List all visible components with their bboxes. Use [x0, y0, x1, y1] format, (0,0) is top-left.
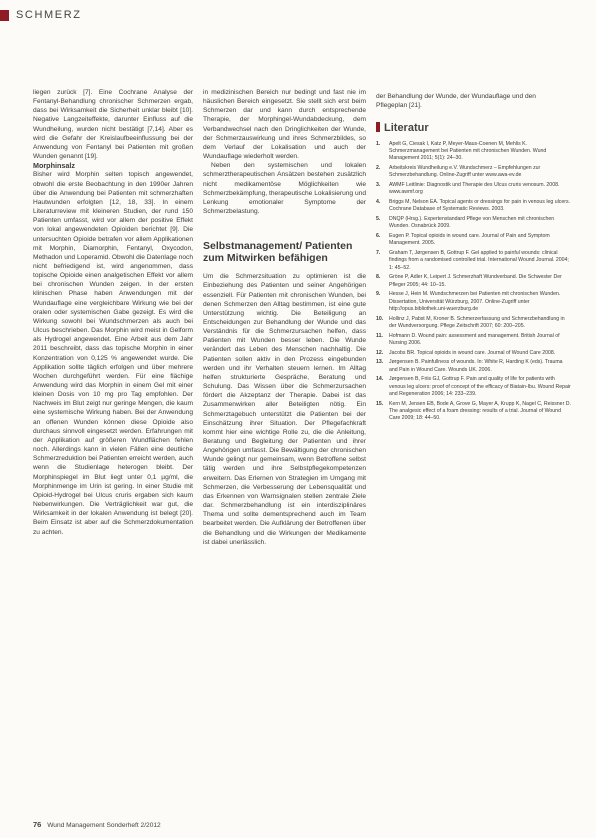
paragraph: Neben den systemischen und lokalen schmerztherapeutischen Ansätzen bestehen zusätzlich nicht medikamentöse Möglichkeiten wie Schmerzbekämpfung, therapeutische Lokalisierung und Lenkung emotionaler Symptome der Schmerzbelastung. [203, 162, 366, 216]
reference-item: 12. Jacobs BR. Topical opioids in wound care. Journal of Wound Care 2008. [376, 349, 556, 356]
reference-item: 1. Apelt G, Ciesak I, Katz P, Meyer-Maus-Coenen M, Mehlis K. Schmerzmanagement bei Patienten mit chronischen Wunden. Wund Management 2011; 5(1): 24–30. [376, 141, 547, 162]
reference-item: 10. Hollinz J, Pabst M, Kroner B. Schmerzerfassung und Schmerzbehandlung in der Wundversorgung. Pflege Zeitschrift 2007; 60: 200–205. [376, 315, 565, 329]
reference-item: 6. Eugen P. Topical opioids in wound care. Journal of Pain and Symptom Management. 2005. [376, 233, 550, 247]
header-accent-mark [0, 10, 9, 21]
section-title: SCHMERZ [16, 9, 82, 21]
text-column-2 [203, 88, 366, 547]
references-heading: Literatur [376, 122, 429, 134]
page-number: 76 [33, 820, 42, 829]
reference-item: 11. Hofmann D. Wound pain: assessment and management. British Journal of Nursing 2006. [376, 332, 560, 346]
column-3-intro: der Behandlung der Wunde, der Wundauflage und den Pflegeplan [21]. [376, 93, 536, 109]
paragraph: Um die Schmerzsituation zu optimieren ist die Einbeziehung des Patienten und seiner Angehörigen essenziell. Für Patienten mit chronischen Wunden, bei denen Schmerzen den Alltag bestimmen, ist eine gute Unterstützung wichtig. Die Beteiligung an Entscheidungen zur Behandlung der Wunde und das Verständnis für die Schmerzursachen helfen, dass Patienten mit Wunden besser leben. Die Wunde verändert das Leben des Menschen nachhaltig. Die Patienten sollen aktiv in den Prozess eingebunden werden und ihr Verhalten steuern lernen. Im Alltag helfen strukturierte Gespräche, Beratung und Schulung. Das Wissen über die Schmerzursachen fördert die Akzeptanz der Therapie. Dabei ist das Zusammenwirken aller Beteiligten nötig. Ein Schmerztagebuch unterstützt die Patienten bei der Einschätzung ihrer Situation. Der Pflegefachkraft kommt hier eine wichtige Rolle zu, die die Anleitung, Beratung und Begleitung der Patienten und ihrer Angehörigen umfasst. Die Bewältigung der chronischen Wunde gelingt nur gemeinsam, wenn Betroffene selbst tätig werden und ihre Selbstpflegekompetenzen erweitern. Das Erlernen von Strategien im Umgang mit Schmerzen, die Verbesserung der Lebensqualität und das Erkennen von Warnsignalen stellen zentrale Ziele dar. Schmerzbehandlung ist ein interdisziplinäres Thema und sollte dementsprechend auch im Team bearbeitet werden. Die Aufklärung der Betroffenen über die Behandlung und die Wirkungen der Medikamente ist dabei unerlässlich. [203, 273, 366, 546]
reference-item: 9. Hesse J, Hein M. Wundschmerzen bei Patienten mit chronischen Wunden. Dissertation, Universität Würzburg, 2007. Online-Zugriff unter http://opus.bibliothek.uni-wuerzburg.de [376, 291, 561, 312]
paragraph: Bisher wird Morphin selten topisch angewendet, obwohl die erste Beobachtung in den 1990er Jahren über die Anwendung bei Patienten mit schmerzhaften Hautwunden erfolgten [12, 18, 33]. In einem Literaturreview mit kleineren Studien, der rund 150 Patienten umfasst, wird vor allem der positive Effekt von lokal angewendeten Opioiden berichtet [9]. Die untersuchten Opioide betrafen vor allem Applikationen mit Morphin, Diamorphin, Fentanyl, Oxycodon, Methadon und Loperamid. Obwohl die Datenlage noch nicht befriedigend ist, wird angenommen, dass topische Opioide einen analgetischen Effekt vor allem bei chronischen Wunden zeigen. In der ersten klinischen Phase haben Anwendungen mit der Wundauflage eine vergleichbare Wirkung wie bei der oralen oder systemischen Gabe gezeigt. Es wird die Wirkung sowohl bei Wundschmerzen als auch bei Ulcus beschrieben. Das Morphin wird meist in Gelform als Hydrogel angewendet. Eine Arbeit aus dem Jahr 2011 beschreibt, dass das topische Morphin in einer Konzentration von 0,125 % angewendet wurde. Die Applikation sollte täglich erfolgen und über mehrere Wochen durchgeführt werden. Für eine flächige Anwendung wird das Morphin in einem Gel mit einer kleinen Dosis von 10 mg pro Tag empfohlen. Der Nachweis im Blut zeigt nur geringe Mengen, die kaum eine systemische Wirkung haben. Bei der Anwendung an offenen Wunden können diese Opioide also durchaus sinnvoll eingesetzt werden. Erfahrungen mit der Applikation auf größeren Wundflächen fehlen noch. Allerdings kann in vielen Fällen eine deutliche Schmerzreduktion bei Patienten erreicht werden, auch wenn die Studienlage heterogen bleibt. Der Morphinspiegel im Blut liegt unter 0,1 µg/ml, die Morphinmenge im Urin ist gering. In einer Studie mit Opioid-Hydrogel bei Ulcus cruris ergaben sich kaum Nebenwirkungen. Die Verträglichkeit war gut, die Wirksamkeit in der lokalen Anwendung ist belegt [20]. Beim Einsatz ist aber auf die Schmerzdokumentation zu achten. [33, 171, 193, 536]
text-column-1 [33, 88, 193, 537]
reference-list [376, 141, 571, 425]
reference-item: 15. Kern M, Jensen EB, Bode A, Grove G, Mayer A, Krupp K, Nagel C, Reissner D. The analgesic effect of a foam dressing: results of a trial. Journal of Wound Care 2009; 18: 44–50. [376, 400, 571, 422]
paragraph: in medizinischen Bereich nur bedingt und fast nie im häuslichen Bereich eingesetzt. Sie stellt sich erst beim Schmerzen dar und kann durch entsprechende Therapie, der Morphingel-Wundabdeckung, dem Verbandwechsel nach den Dringlichkeiten der Wunde, der Schmerzauswirkung und ihres Schmerzbildes, so dem Verlauf der Lokalisation und auch der Wundauflage wiederholt werden. [203, 89, 366, 161]
section-heading: Selbstmanagement/ Patienten zum Mitwirken befähigen [203, 240, 353, 265]
paragraph: liegen zurück [7]. Eine Cochrane Analyse der Fentanyl-Behandlung chronischer Schmerzen ergab, dass bei Wirksamkeit die Sicherheit unklar bleibt [10]. Negative Langzeiteffekte, darunter Einfluss auf die Wundheilung, wurden nicht bestätigt [7,14]. Aber es wird die Gefahr der Kreislaufbeeinflussung bei der Anwendung von Fentanyl bei Patienten mit großen Wunden genannt [19]. [33, 89, 193, 161]
reference-item: 7. Graham T, Jørgensen B, Gottrup F. Gel applied to painful wounds: clinical findings from a randomised controlled trial. International Wound Journal. 2004; 1: 45–52. [376, 250, 569, 271]
reference-item: 13. Jørgensen B. Painfullness of wounds. In: White R, Harding K (eds). Trauma and Pain in Wound Care. Wounds UK. 2006. [376, 359, 563, 373]
reference-item: 2. Arbeitskreis Wundheilung e.V. Wundschmerz – Empfehlungen zur Schmerzbehandlung. Online-Zugriff unter www.awa-ev.de [376, 165, 541, 179]
reference-item: 14. Jørgensen B, Friis GJ, Gottrup F. Pain and quality of life for patients with venous leg ulcers: proof of concept of the efficacy of Biatain-Ibu. Wound Repair and Regeneration 2006; 14: 233–239. [376, 376, 571, 397]
publication-source: Wund Management Sonderheft 2/2012 [47, 822, 161, 829]
reference-item: 5. DNQP (Hrsg.). Expertenstandard Pflege von Menschen mit chronischen Wunden. Osnabrück 2009. [376, 216, 555, 230]
page-footer [33, 820, 161, 829]
reference-item: 4. Briggs M, Nelson EA. Topical agents or dressings for pain in venous leg ulcers. Cochrane Database of Systematic Reviews. 2003. [376, 199, 570, 213]
subheading-morphinsalz: Morphinsalz [33, 161, 75, 171]
reference-item: 8. Gröne P, Adler K, Leipert J. Schmerzhaft Wundverband. Die Schwester Der Pfleger 2005; 44: 10–15. [376, 274, 562, 288]
reference-item: 3. AWMF Leitlinie: Diagnostik und Therapie des Ulcus cruris venosum. 2008. www.awmf.org [376, 182, 560, 196]
